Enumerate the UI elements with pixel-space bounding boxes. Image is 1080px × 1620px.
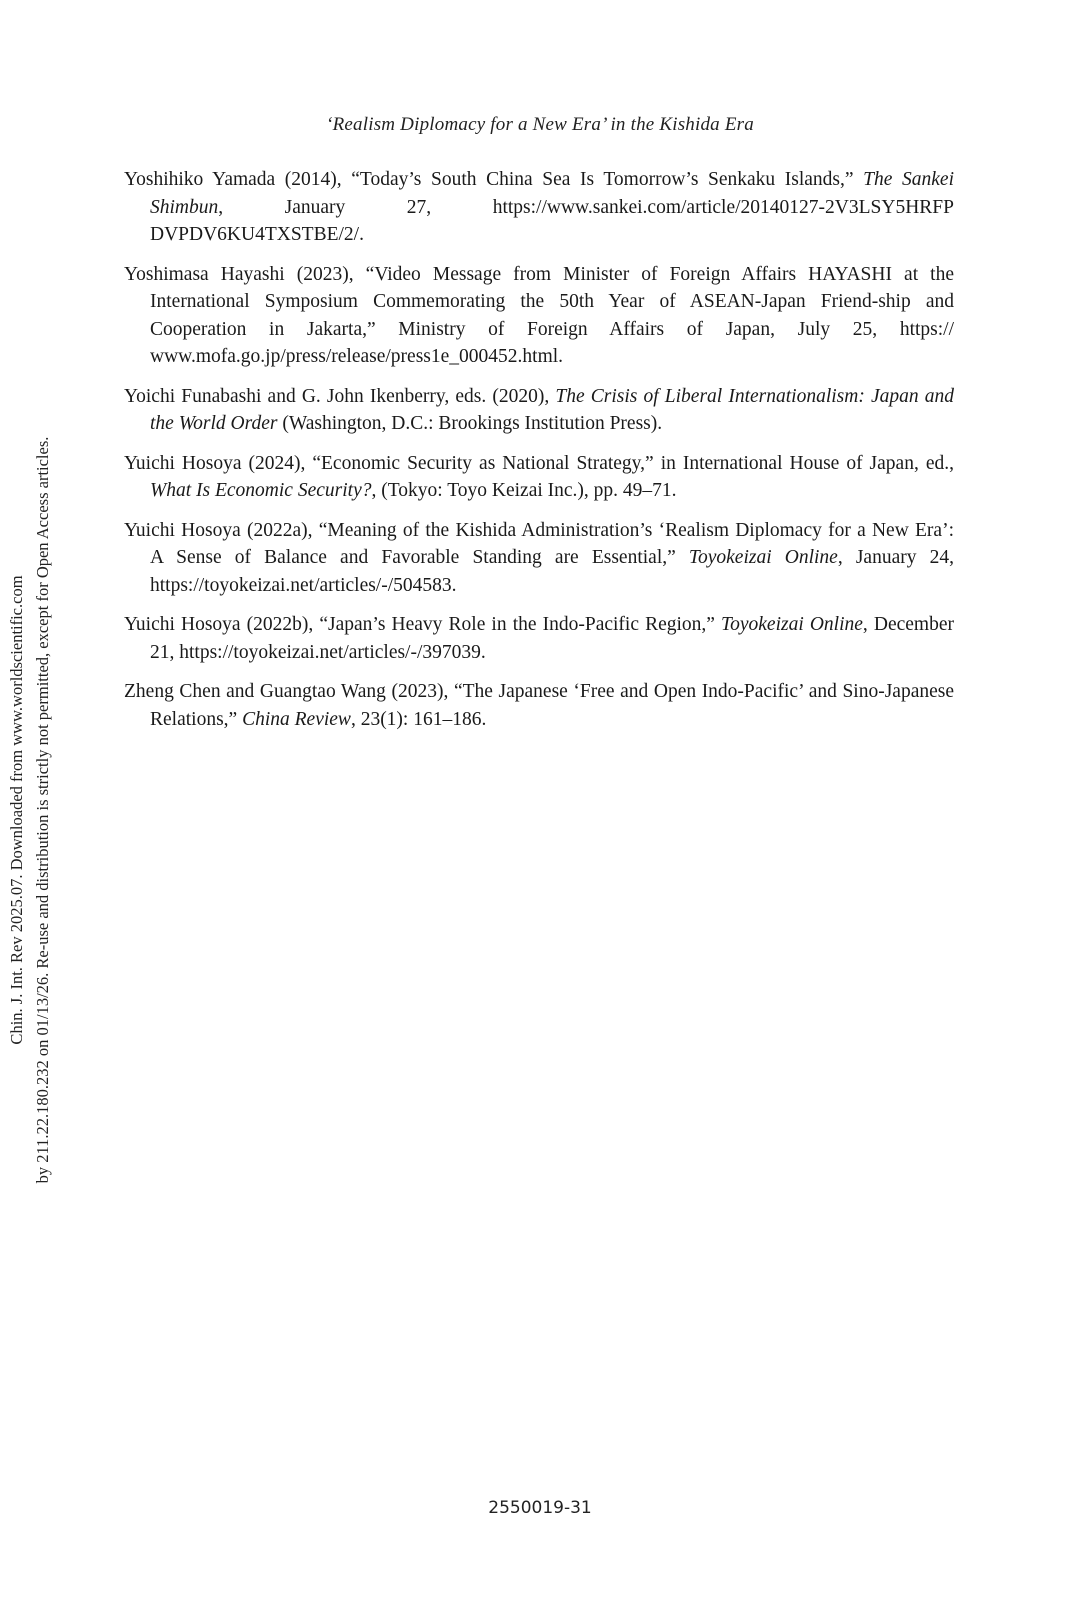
reference-details: (Washington, D.C.: Brookings Institution Press). xyxy=(277,413,663,434)
reference-source-title: What Is Economic Security? xyxy=(150,480,372,501)
download-notice-line-2: by 211.22.180.232 on 01/13/26. Re-use and distribution is strictly not permitted, except for Open Access articles. xyxy=(33,436,52,1184)
reference-text: Yoshihiko Yamada (2014), “Today’s South China Sea Is Tomorrow’s Senkaku Islands,” xyxy=(124,169,864,190)
reference-source-title: China Review xyxy=(242,708,351,730)
page-number: 2550019-31 xyxy=(488,1498,592,1518)
reference-text: Yuichi Hosoya (2024), “Economic Security as National Strategy,” in International House of Japan, ed., xyxy=(124,452,954,474)
reference-list xyxy=(124,166,954,745)
reference-details: , January 24, https://toyokeizai.net/articles/-/504583. xyxy=(150,547,954,596)
reference-details: , January 27, https://www.sankei.com/article/20140127-2V3LSY5HRFP DVPDV6KU4TXSTBE/2/. xyxy=(150,196,954,245)
reference-entry xyxy=(124,678,954,733)
reference-source-title: The Sankei Shimbun xyxy=(150,169,954,218)
reference-entry xyxy=(124,517,954,600)
reference-source-title: Toyokeizai Online xyxy=(721,614,863,635)
reference-source-title: The Crisis of Liberal Internationalism: Japan and the World Order xyxy=(150,385,954,434)
reference-details: , 23(1): 161–186. xyxy=(350,708,487,730)
reference-details: , (Tokyo: Toyo Keizai Inc.), pp. 49–71. xyxy=(371,480,677,501)
reference-entry xyxy=(124,261,954,371)
reference-text: Yoshimasa Hayashi (2023), “Video Message from Minister of Foreign Affairs HAYASHI at the International Symposium Commemorating the 50th Year of ASEAN-Japan Friend-ship and Cooperation in Jakarta,” Ministry of Foreign Affairs of Japan, July 25, https:// www.mofa.go.jp/press/release/press1e_000452.html. xyxy=(124,263,954,367)
reference-source-title: Toyokeizai Online xyxy=(688,547,838,568)
download-notice-sidebar xyxy=(4,385,56,1235)
reference-details: , December 21, https://toyokeizai.net/articles/-/397039. xyxy=(150,614,954,663)
reference-text: Yuichi Hosoya (2022b), “Japan’s Heavy Role in the Indo-Pacific Region,” xyxy=(124,614,722,635)
reference-entry xyxy=(124,166,954,249)
reference-entry xyxy=(124,450,954,505)
reference-entry xyxy=(124,611,954,666)
reference-text: Yuichi Hosoya (2022a), “Meaning of the Kishida Administration’s ‘Realism Diplomacy for a New Era’: A Sense of Balance and Favorable Standing are Essential,” xyxy=(124,519,954,568)
reference-text: Yoichi Funabashi and G. John Ikenberry, eds. (2020), xyxy=(124,385,556,407)
reference-entry xyxy=(124,383,954,438)
reference-text: Zheng Chen and Guangtao Wang (2023), “The Japanese ‘Free and Open Indo-Pacific’ and Sino-Japanese Relations,” xyxy=(124,681,954,730)
download-notice-line-1: Chin. J. Int. Rev 2025.07. Downloaded from www.worldscientific.com xyxy=(7,575,26,1045)
running-header: ‘Realism Diplomacy for a New Era’ in the Kishida Era xyxy=(326,114,754,135)
